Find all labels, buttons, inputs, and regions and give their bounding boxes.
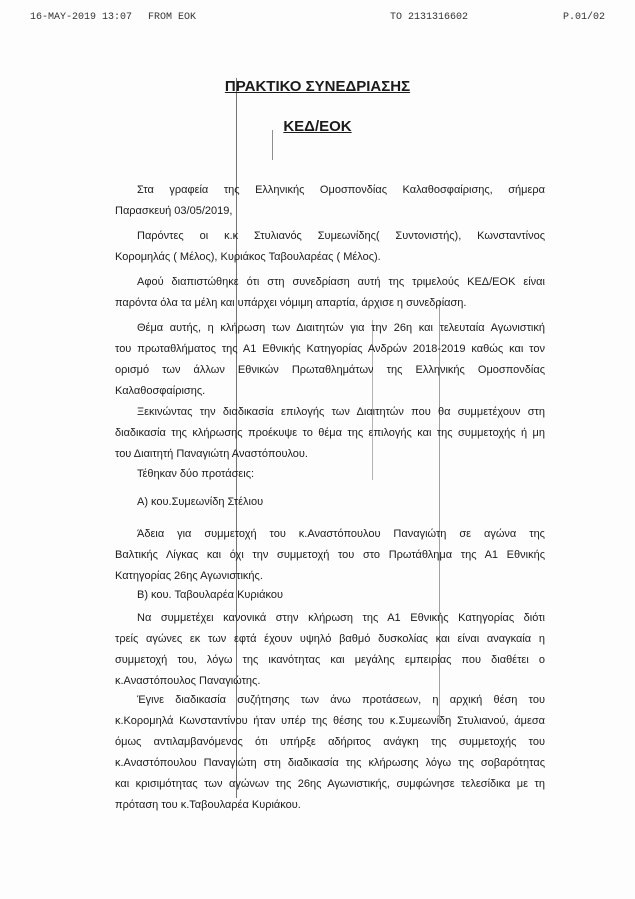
- text-line: Ξεκινώντας την διαδικασία επιλογής των Διαιτητών που θα συμμετέχουν στη: [137, 406, 545, 418]
- text-line: Β) κου. Ταβουλαρέα Κυριάκου: [137, 589, 283, 601]
- text-line: Έγινε διαδικασία συζήτησης των άνω προτάσεων, η αρχική θέση του: [137, 694, 545, 706]
- text-line: Θέμα αυτής, η κλήρωση των Διαιτητών για την 26η και τελευταία Αγωνιστική: [137, 322, 545, 334]
- text-line: Κορομηλάς ( Μέλος), Κυριάκος Ταβουλαρέας ( Μέλος).: [115, 251, 381, 263]
- text-line: Βαλτικής Λίγκας και όχι την συμμετοχή του στο Πρωτάθλημα της Α1 Εθνικής: [115, 549, 545, 561]
- text-line: Παρασκευή 03/05/2019,: [115, 205, 233, 217]
- text-line: κ.Αναστόπουλος Παναγιώτης.: [115, 675, 261, 687]
- text-line: διαδικασία της κλήρωσης προέκυψε το θέμα της επιλογής και της συμμετοχής ή μη: [115, 427, 545, 439]
- document-title: ΠΡΑΚΤΙΚΟ ΣΥΝΕΔΡΙΑΣΗΣ: [224, 78, 411, 95]
- paragraph-attendees: [115, 226, 545, 268]
- paragraph-intro: [115, 180, 545, 222]
- text-line: συμμετοχή του, λόγω της ικανότητας και μεγάλης εμπειρίας που διαθέτει ο: [115, 654, 545, 666]
- text-line: Να συμμετέχει κανονικά στην κλήρωση της Α1 Εθνικής Κατηγορίας διότι: [137, 612, 545, 624]
- text-line: και κρισιμότητας των αγώνων της 26ης Αγωνιστικής, συμφώνησε τελεσίδικα με τη: [115, 778, 545, 790]
- proposal-b-text: [115, 608, 545, 692]
- text-line: Τέθηκαν δύο προτάσεις:: [137, 468, 255, 480]
- text-line: του πρωταθλήματος της Α1 Εθνικής Κατηγορίας Ανδρών 2018-2019 καθώς και τον: [115, 343, 545, 355]
- paragraph-quorum: [115, 272, 545, 314]
- text-line: πρόταση του κ.Ταβουλαρέα Κυριάκου.: [115, 799, 301, 811]
- text-line: Άδεια για συμμετοχή του κ.Αναστόπουλου Παναγιώτη σε αγώνα της: [137, 528, 545, 540]
- text-line: Στα γραφεία της Ελληνικής Ομοσπονδίας Καλαθοσφαίρισης, σήμερα: [137, 184, 545, 196]
- paragraph-decision: [115, 690, 545, 816]
- fax-from: FROM EOK: [148, 12, 197, 23]
- text-line: Α) κου.Συμεωνίδη Στέλιου: [137, 496, 264, 508]
- fax-page-number: P.01/02: [562, 12, 605, 23]
- fax-date-time: 16-MAY-2019 13:07: [30, 12, 133, 23]
- fax-to: TO 2131316602: [390, 12, 469, 23]
- text-line: κ.Κορομηλά Κωνσταντίνου ήταν υπέρ της θέσης του κ.Συμεωνίδη Στυλιανού, άμεσα: [115, 715, 545, 727]
- text-line: τρείς αγώνες εκ των εφτά έχουν υψηλό βαθμό δυσκολίας και είναι αναγκαία η: [115, 633, 545, 645]
- document-subtitle: ΚΕΔ/ΕΟΚ: [283, 118, 352, 135]
- text-line: Αφού διαπιστώθηκε ότι στη συνεδρίαση αυτή της τριμελούς ΚΕΔ/ΕΟΚ είναι: [137, 276, 545, 288]
- proposal-a-heading: [115, 492, 545, 513]
- paragraph-subject: [115, 318, 545, 402]
- text-line: του Διαιτητή Παναγιώτη Αναστόπουλου.: [115, 448, 308, 460]
- text-line: όμως αντιλαμβανόμενος ότι υπήρξε αδήριτος ανάγκη της συμμετοχής του: [115, 736, 545, 748]
- text-line: ορισμό των άλλων Εθνικών Πρωταθλημάτων της Ελληνικής Ομοσπονδίας: [115, 364, 545, 376]
- text-line: παρόντα όλα τα μέλη και υπάρχει νόμιμη απαρτία, άρχισε η συνεδρίαση.: [115, 297, 467, 309]
- text-line: κ.Αναστόπουλου Παναγιώτη στη διαδικασία της κλήρωσης λόγω της σοβαρότητας: [115, 757, 545, 769]
- text-line: Κατηγορίας 26ης Αγωνιστικής.: [115, 570, 263, 582]
- text-line: Παρόντες οι κ.κ Στυλιανός Συμεωνίδης( Συντονιστής), Κωνσταντίνος: [137, 230, 545, 242]
- paragraph-proposals-intro: [115, 464, 545, 485]
- proposal-b-heading: [115, 585, 545, 606]
- proposal-a-text: [115, 524, 545, 587]
- fax-header: [30, 12, 605, 26]
- text-line: Καλαθοσφαίρισης.: [115, 385, 206, 397]
- paragraph-selection: [115, 402, 545, 465]
